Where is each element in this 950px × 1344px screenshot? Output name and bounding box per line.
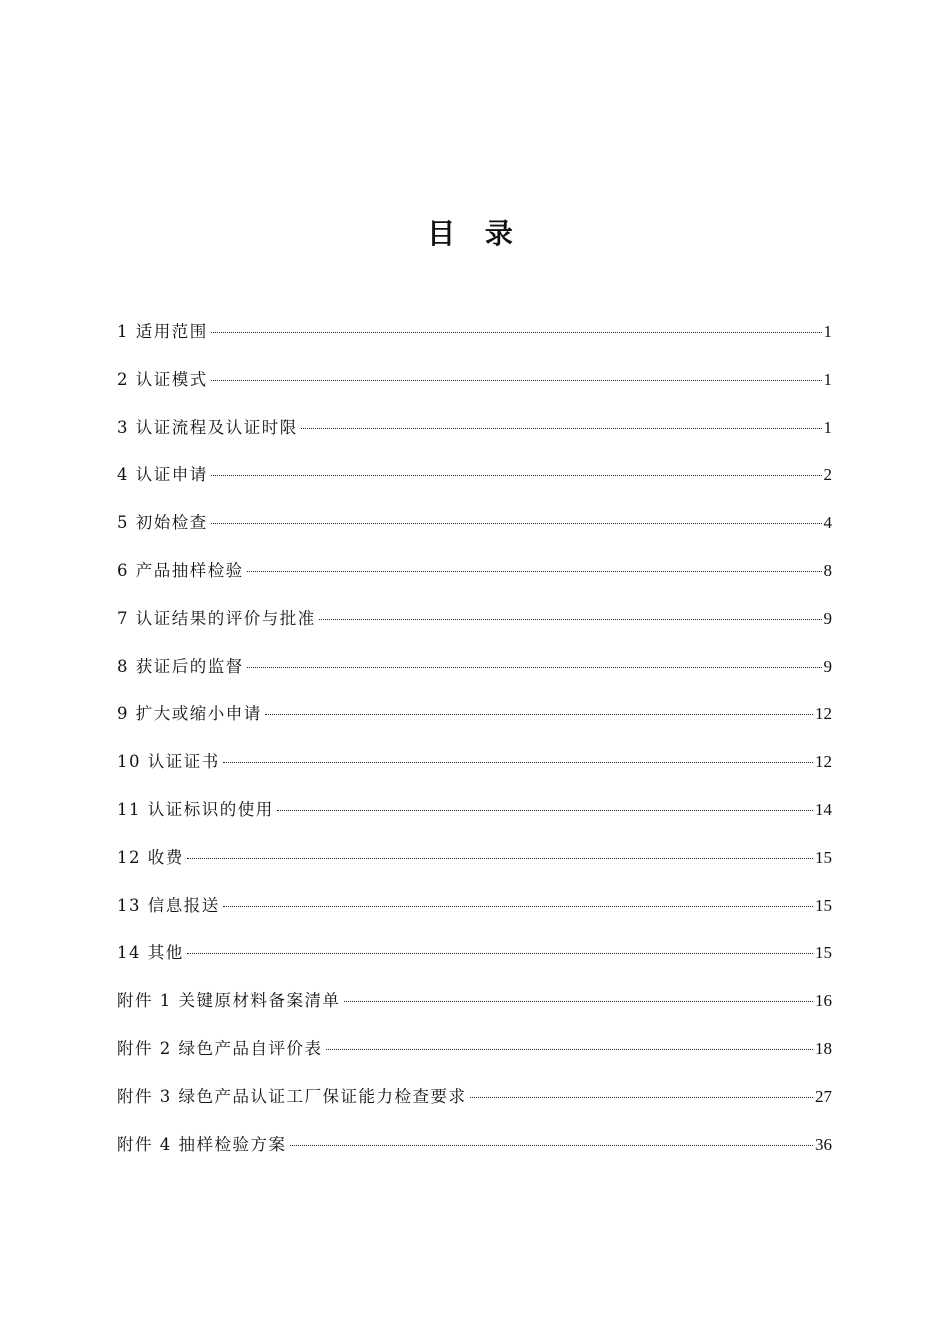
page-title: 目 录 (427, 217, 523, 250)
toc-entry[interactable] (117, 508, 832, 556)
toc-dot-leader (187, 858, 813, 859)
toc-entry[interactable] (117, 795, 832, 843)
toc-page-number: 36 (815, 1134, 832, 1154)
toc-dot-leader (277, 810, 813, 811)
toc-page-number: 9 (823, 608, 832, 628)
toc-dot-leader (211, 475, 822, 476)
toc-dot-leader (265, 714, 813, 715)
toc-dot-leader (247, 571, 822, 572)
toc-entry-label: 10 认证证书 (117, 752, 220, 772)
toc-entry[interactable] (117, 891, 832, 939)
toc-page-number: 1 (823, 369, 832, 389)
toc-dot-leader (223, 906, 813, 907)
toc-entry[interactable] (117, 747, 832, 795)
toc-page-number: 12 (815, 752, 832, 772)
toc-entry[interactable] (117, 1082, 832, 1130)
toc-entry[interactable] (117, 843, 832, 891)
toc-page-number: 15 (815, 847, 832, 867)
toc-page-number: 2 (823, 465, 832, 485)
toc-page-number: 16 (815, 991, 832, 1011)
toc-page-number: 14 (815, 799, 832, 819)
toc-entry-label: 附件 4 抽样检验方案 (117, 1134, 287, 1154)
toc-entry-label: 附件 1 关键原材料备案清单 (117, 991, 341, 1011)
toc-entry-label: 7 认证结果的评价与批准 (117, 608, 316, 628)
toc-entry-label: 附件 3 绿色产品认证工厂保证能力检查要求 (117, 1086, 467, 1106)
toc-entry-label: 4 认证申请 (117, 465, 208, 485)
toc-entry-label: 8 获证后的监督 (117, 656, 244, 676)
table-of-contents (117, 317, 832, 1177)
toc-entry-label: 6 产品抽样检验 (117, 560, 244, 580)
toc-page-number: 4 (823, 513, 832, 533)
toc-dot-leader (223, 762, 813, 763)
toc-entry[interactable] (117, 1034, 832, 1082)
toc-entry[interactable] (117, 365, 832, 413)
toc-entry[interactable] (117, 652, 832, 700)
toc-entry-label: 3 认证流程及认证时限 (117, 417, 298, 437)
toc-entry[interactable] (117, 1130, 832, 1178)
toc-dot-leader (211, 523, 822, 524)
toc-page-number: 18 (815, 1038, 832, 1058)
toc-page-number: 15 (815, 943, 832, 963)
toc-entry-label: 1 适用范围 (117, 322, 208, 341)
toc-entry[interactable] (117, 986, 832, 1034)
toc-entry[interactable] (117, 413, 832, 461)
toc-page-number: 8 (823, 560, 832, 580)
toc-page-number: 15 (815, 895, 832, 915)
toc-entry-label: 附件 2 绿色产品自评价表 (117, 1038, 323, 1058)
toc-page-number: 1 (823, 322, 832, 341)
toc-page-number: 1 (823, 417, 832, 437)
toc-dot-leader (344, 1001, 814, 1002)
toc-dot-leader (211, 332, 822, 333)
toc-entry-label: 5 初始检查 (117, 513, 208, 533)
toc-entry[interactable] (117, 556, 832, 604)
toc-dot-leader (290, 1145, 814, 1146)
toc-entry-label: 11 认证标识的使用 (117, 799, 274, 819)
toc-entry-label: 13 信息报送 (117, 895, 220, 915)
toc-dot-leader (247, 667, 822, 668)
toc-dot-leader (301, 428, 822, 429)
toc-page-number: 9 (823, 656, 832, 676)
toc-entry[interactable] (117, 317, 832, 365)
toc-entry[interactable] (117, 604, 832, 652)
toc-page-number: 27 (815, 1086, 832, 1106)
toc-dot-leader (187, 953, 813, 954)
toc-page-number: 12 (815, 704, 832, 724)
toc-entry[interactable] (117, 938, 832, 986)
toc-entry[interactable] (117, 699, 832, 747)
toc-dot-leader (319, 619, 822, 620)
toc-dot-leader (470, 1097, 814, 1098)
toc-entry-label: 9 扩大或缩小申请 (117, 704, 262, 724)
toc-entry-label: 2 认证模式 (117, 369, 208, 389)
toc-entry-label: 12 收费 (117, 847, 184, 867)
toc-dot-leader (326, 1049, 814, 1050)
toc-entry-label: 14 其他 (117, 943, 184, 963)
toc-dot-leader (211, 380, 822, 381)
toc-entry[interactable] (117, 460, 832, 508)
